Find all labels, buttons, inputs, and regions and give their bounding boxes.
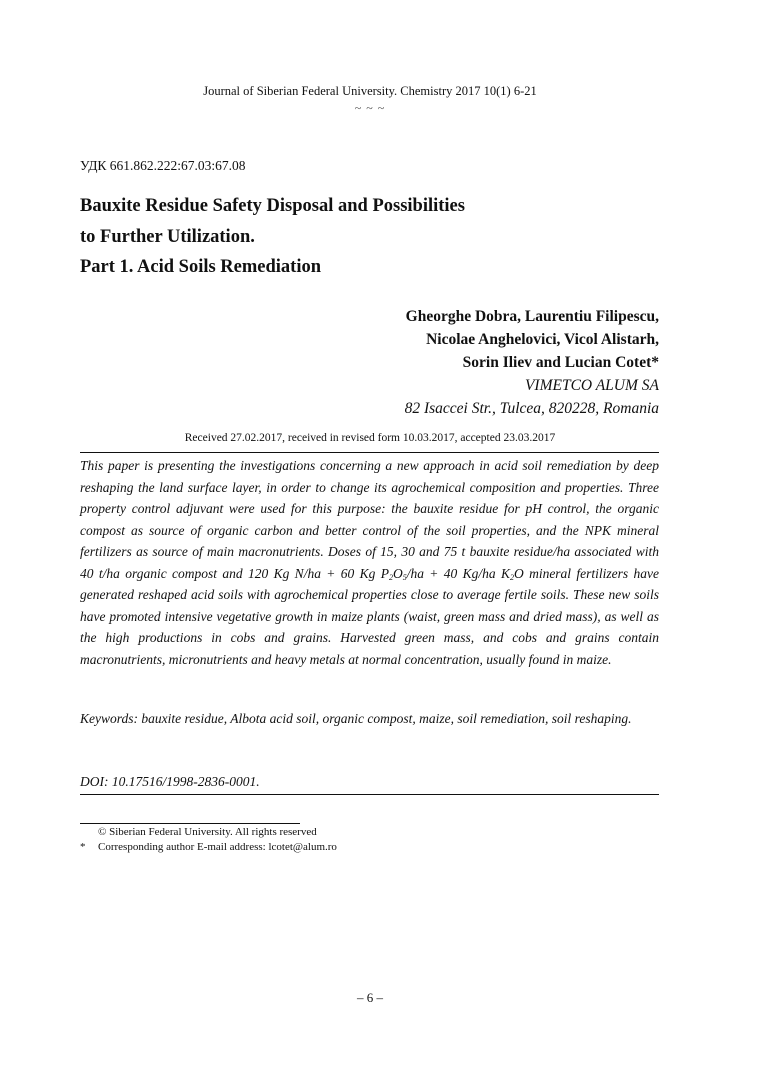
page-number: – 6 – — [357, 990, 383, 1005]
authors-line-2: Nicolae Anghelovici, Vicol Alistarh, — [426, 331, 659, 348]
authors-line-3: Sorin Iliev and Lucian Cotet* — [462, 354, 659, 371]
abstract-bottom-rule — [80, 794, 659, 795]
title-line-1: Bauxite Residue Safety Disposal and Possibilities — [80, 196, 465, 216]
received-dates: Received 27.02.2017, received in revised form 10.03.2017, accepted 23.03.2017 — [184, 432, 556, 444]
title-line-2: to Further Utilization. — [80, 227, 255, 247]
authors-line-1: Gheorghe Dobra, Laurentiu Filipescu, — [405, 308, 659, 325]
abstract-top-rule — [80, 452, 659, 453]
udk-code: УДК 661.862.222:67.03:67.08 — [80, 158, 246, 173]
abstract: This paper is presenting the investigations concerning a new approach in acid soil remediation by deep reshaping the land surface layer, in order to change its agrochemical composition and properties. Three property control adjuvant were used for this purpose: the bauxite residue for pH control, the organic compost as source of organic carbon and better control of the soil properties, and the NPK mineral fertilizers as source of main macronutrients. Doses of 15, 30 and 75 t bauxite residue/ha associated with 40 t/ha organic compost and 120 Kg N/ha + 60 Kg $P_2O_5/ha + 40$ Kg/ha $K_2O$ mineral fertilizers have generated reshaped acid soils with agrochemical properties close to average fertile soils. These new soils have promoted intensive vegetative growth in maize plants (waist, green mass and dried mass), as well as the high productions in cobs and grains. Harvested green mass, and cobs and grains contain macronutrients, micronutrients and heavy metals at normal concentration, usually found in maize. — [80, 458, 659, 667]
footnote-corresponding: * Corresponding author E-mail address: lcotet@alum.ro — [80, 841, 337, 853]
author-list — [259, 305, 659, 420]
doi: DOI: 10.17516/1998-2836-0001. — [80, 774, 260, 789]
footnote-rule — [80, 823, 300, 824]
footnote-copyright: © Siberian Federal University. All rights reserved — [98, 826, 317, 838]
header-separator: ~ ~ ~ — [354, 101, 386, 115]
journal-header: Journal of Siberian Federal University. Chemistry 2017 10(1) 6-21 — [203, 84, 537, 98]
affiliation: VIMETCO ALUM SA — [524, 377, 659, 394]
keywords: Keywords: bauxite residue, Albota acid soil, organic compost, maize, soil remediation, soil reshaping. — [80, 711, 632, 726]
title-line-3: Part 1. Acid Soils Remediation — [80, 257, 322, 277]
affiliation-address: 82 Isaccei Str., Tulcea, 820228, Romania — [404, 400, 659, 417]
